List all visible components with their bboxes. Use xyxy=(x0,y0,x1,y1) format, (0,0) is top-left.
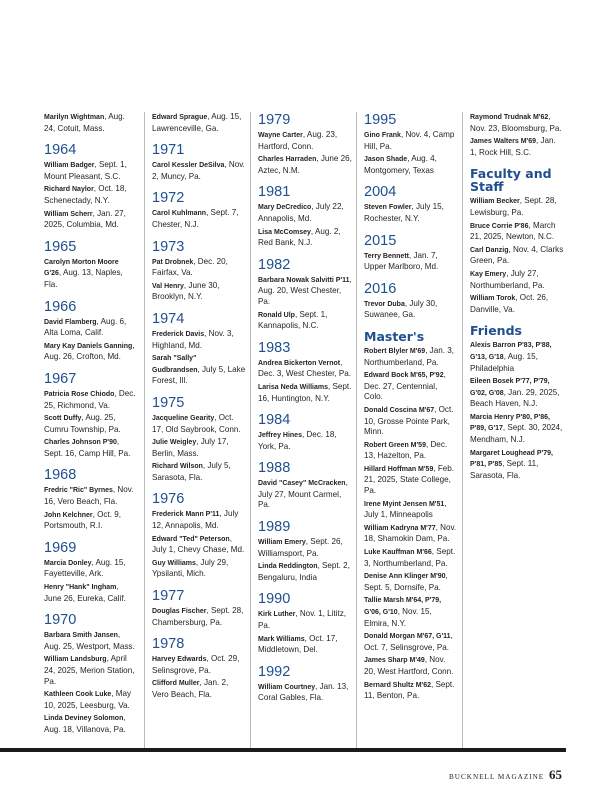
obituary-entry xyxy=(364,655,458,677)
entry-details: , July 22, Annapolis, Md. xyxy=(258,202,344,223)
obituary-entry xyxy=(152,678,246,700)
entry-details: , Aug. 25, Cumru Township, Pa. xyxy=(44,413,121,434)
person-name: Jeffrey Hines xyxy=(258,432,302,440)
obituary-entry xyxy=(470,448,564,482)
entry-details: , July 15, Rochester, N.Y. xyxy=(364,202,444,223)
obituary-entry xyxy=(470,269,564,291)
person-name: William Courtney xyxy=(258,683,316,691)
class-year-heading: 2016 xyxy=(364,280,397,297)
entry-details: , Sept. 1, Mount Pleasant, S.C. xyxy=(44,160,127,181)
entry-details: , March 21, 2025, Newton, N.C. xyxy=(470,220,556,242)
obituary-entry xyxy=(364,299,458,321)
class-year-heading: 1975 xyxy=(152,394,185,411)
class-year-heading: 1971 xyxy=(152,142,185,159)
person-name: Denise Ann Klinger M'90 xyxy=(364,573,446,581)
person-name: Eileen Bosek P'77, P'79, G'02, G'08 xyxy=(470,378,550,397)
person-name: Wayne Carter xyxy=(258,132,303,139)
person-name: David Flamberg xyxy=(44,318,97,326)
class-year-heading: 1978 xyxy=(152,636,185,653)
entry-details: , Feb. 21, 2025, State College, Pa. xyxy=(364,463,455,496)
person-name: Carolyn Morton Moore G'26 xyxy=(44,258,119,278)
obituary-entry xyxy=(44,713,137,735)
obituary-entry xyxy=(152,654,246,676)
person-name: Bernard Shultz M'62 xyxy=(364,681,432,689)
obituary-entry xyxy=(152,281,246,303)
class-year-heading: 1982 xyxy=(258,256,291,273)
person-name: Richard Naylor xyxy=(44,186,94,194)
person-name: Fredric "Ric" Byrnes xyxy=(44,487,113,495)
column-3 xyxy=(250,112,356,748)
entry-details: , Dec. 20, Fairfax, Va. xyxy=(152,256,228,278)
entry-details: , May 10, 2025, Leesburg, Va. xyxy=(44,689,132,710)
person-name: Trevor Duba xyxy=(364,300,405,308)
column-4 xyxy=(356,112,462,748)
person-name: William Badger xyxy=(44,162,95,170)
entry-details: , Sept. 1, Kannapolis, N.C. xyxy=(258,309,328,331)
entry-details: , July 1, Chevy Chase, Md. xyxy=(152,533,245,555)
obituary-entry xyxy=(44,485,137,507)
obituary-entry xyxy=(470,136,564,158)
entry-details: , Aug. 24, Cotuit, Mass. xyxy=(44,112,125,133)
obituary-entry xyxy=(258,227,352,249)
person-name: Barbara Nowak Salvitti P'11 xyxy=(258,276,350,284)
entry-details: , Jan. 27, 2025, Columbia, Md. xyxy=(44,208,126,230)
obituary-entry xyxy=(258,634,352,656)
section-heading: Faculty and Staff xyxy=(470,166,552,195)
obituary-entry xyxy=(364,680,458,702)
obituary-entry xyxy=(258,310,352,332)
entry-details: , Aug. 4, Montgomery, Texas xyxy=(364,154,437,175)
class-year-heading: 1970 xyxy=(44,612,77,629)
entry-details: , Oct. 9, Portsmouth, R.I. xyxy=(44,509,121,531)
obituary-entry xyxy=(470,340,564,374)
person-name: Charles Harraden xyxy=(258,156,317,164)
obituary-entry xyxy=(364,464,458,497)
person-name: Raymond Trudnak M'62 xyxy=(470,114,549,121)
obituary-entry xyxy=(44,689,137,711)
person-name: Kay Emery xyxy=(470,270,507,278)
entry-details: , Aug. 15, Philadelphia xyxy=(470,351,538,373)
entry-details: , Oct. 10, Grosse Pointe Park, Minn. xyxy=(364,404,454,437)
person-name: Linda Deviney Solomon xyxy=(44,715,124,723)
entry-details: , Aug. 25, Westport, Mass. xyxy=(44,630,135,651)
obituary-entry xyxy=(364,595,458,629)
person-name: Margaret Loughead P'79, P'81, P'85 xyxy=(470,449,553,469)
entry-details: , Nov. 16, Vero Beach, Fla. xyxy=(44,485,134,507)
entry-details: , Nov. 20, West Hartford, Conn. xyxy=(364,655,454,676)
obituary-entry xyxy=(258,202,352,224)
obituary-entry xyxy=(364,251,458,273)
entry-details: , Jan. 1, Rock Hill, S.C. xyxy=(470,136,556,157)
entry-details: , Oct. 29, Selinsgrove, Pa. xyxy=(152,654,240,675)
person-name: Edward "Ted" Peterson xyxy=(152,535,230,543)
class-year-heading: 1983 xyxy=(258,339,291,356)
person-name: Carol Kuhlmann xyxy=(152,210,207,218)
person-name: Mark Williams xyxy=(258,635,305,643)
person-name: William Emery xyxy=(258,539,306,547)
person-name: Richard Wilson xyxy=(152,463,203,471)
person-name: Mary Kay Daniels Ganning xyxy=(44,342,133,350)
obituary-entry xyxy=(258,561,352,583)
entry-details: , Nov. 4, Camp Hill, Pa. xyxy=(364,130,455,151)
person-name: Linda Reddington xyxy=(258,563,318,571)
entry-details: , Sept. 3, Northumberland, Pa. xyxy=(364,547,456,568)
class-year-heading: 1972 xyxy=(152,190,185,207)
entry-details: , Oct. 18, Schenectady, N.Y. xyxy=(44,184,127,205)
obituary-entry xyxy=(152,558,246,580)
entry-details: , Nov. 4, Clarks Green, Pa. xyxy=(470,244,564,266)
obituary-entry xyxy=(152,461,246,483)
person-name: Donald Coscina M'67 xyxy=(364,406,435,414)
class-year-heading: 1979 xyxy=(258,112,291,128)
entry-details: , Sept. 28, Chambersburg, Pa. xyxy=(152,606,244,627)
entry-details: , Sept. 5, Dornsife, Pa. xyxy=(364,571,448,592)
entry-details: , Nov. 18, Shamokin Dam, Pa. xyxy=(364,522,457,544)
person-name: Frederick Davis xyxy=(152,330,205,338)
person-name: James Sharp M'49 xyxy=(364,657,425,665)
obituary-entry xyxy=(470,112,564,134)
obituary-entry xyxy=(364,523,458,545)
class-year-heading: 1981 xyxy=(258,184,291,201)
person-name: Hillard Hoffman M'59 xyxy=(364,465,434,473)
entry-details: , July 5, Lake Forest, Ill. xyxy=(152,364,246,386)
obituary-entry xyxy=(44,112,137,134)
entry-details: , June 30, Brooklyn, N.Y. xyxy=(152,280,220,302)
person-name: Julie Weigley xyxy=(152,439,197,447)
obituary-entry xyxy=(258,430,352,452)
page-number: 65 xyxy=(549,767,562,782)
entry-details: , July 27, Northumberland, Pa. xyxy=(470,268,545,290)
person-name: Luke Kauffman M'66 xyxy=(364,549,432,557)
entry-details: , Aug. 2, Red Bank, N.J. xyxy=(258,226,341,248)
obituary-entry xyxy=(258,682,352,704)
obituary-entry xyxy=(364,346,458,368)
person-name: Marcia Henry P'80, P'86, P'89, G'17 xyxy=(470,413,550,433)
entry-details: , Aug. 6, Alta Loma, Calif. xyxy=(44,316,127,338)
obituary-entry xyxy=(258,154,352,176)
entry-details: , Sept. 11, Sarasota, Fla. xyxy=(470,459,539,480)
obituary-entry xyxy=(44,257,137,291)
entry-details: , Sept. 30, 2024, Mendham, N.J. xyxy=(470,423,563,445)
person-name: Gino Frank xyxy=(364,132,401,139)
person-name: Lisa McComsey xyxy=(258,228,311,236)
entry-details: , Oct. 7, Selinsgrove, Pa. xyxy=(364,631,453,652)
person-name: Kirk Luther xyxy=(258,611,296,619)
entry-details: , Dec. 3, West Chester, Pa. xyxy=(258,357,351,379)
obituary-entry xyxy=(364,571,458,593)
entry-details: , Aug. 26, Crofton, Md. xyxy=(44,340,135,362)
person-name: Andrea Bickerton Vernot xyxy=(258,359,341,367)
obituary-entry xyxy=(44,389,137,411)
entry-details: , Aug. 20, West Chester, Pa. xyxy=(258,274,352,306)
entry-details: , Sept. 2, Bengaluru, India xyxy=(258,561,350,582)
entry-details: , Aug. 13, Naples, Fla. xyxy=(44,268,123,289)
obituary-entry xyxy=(152,606,246,628)
class-year-heading: 1974 xyxy=(152,310,185,327)
obituary-entry xyxy=(258,382,352,404)
column-5 xyxy=(462,112,568,748)
entry-details: , Jan. 3, Northumberland, Pa. xyxy=(364,345,454,367)
person-name: William Becker xyxy=(470,198,520,206)
person-name: Patricia Rose Chiodo xyxy=(44,390,115,398)
obituary-entry xyxy=(364,499,458,521)
entry-details: , Sept. 16, Huntington, N.Y. xyxy=(258,381,352,403)
person-name: Guy Williams xyxy=(152,559,196,567)
person-name: Marilyn Wightman xyxy=(44,114,105,121)
person-name: Terry Bennett xyxy=(364,252,409,260)
obituary-entry xyxy=(364,154,458,176)
person-name: David "Casey" McCracken xyxy=(258,480,346,488)
entry-details: , Nov. 3, Highland, Md. xyxy=(152,328,234,350)
class-year-heading: 1988 xyxy=(258,460,291,477)
person-name: John Kelchner xyxy=(44,511,93,519)
obituary-entry xyxy=(258,275,352,308)
obituary-entry xyxy=(44,317,137,339)
obituary-entry xyxy=(258,358,352,380)
person-name: Carol Kessler DeSilva xyxy=(152,162,225,170)
obituary-entry xyxy=(44,413,137,435)
obituary-entry xyxy=(364,370,458,403)
column-2 xyxy=(144,112,250,748)
entry-details: , Sept. 7, Chester, N.J. xyxy=(152,208,239,229)
obituary-entry xyxy=(152,437,246,459)
obituary-entry xyxy=(258,537,352,559)
obituary-entry xyxy=(44,160,137,182)
person-name: Robert Blyler M'69 xyxy=(364,347,426,355)
obituary-entry xyxy=(470,412,564,446)
obituary-entry xyxy=(364,631,458,653)
obituary-entry xyxy=(44,341,137,363)
entry-details: , Oct. 17, Old Saybrook, Conn. xyxy=(152,412,241,434)
obituary-entry xyxy=(44,184,137,206)
column-1 xyxy=(38,112,141,748)
class-year-heading: 2004 xyxy=(364,184,397,201)
obituary-entry xyxy=(44,209,137,231)
entry-details: , Aug. 18, Villanova, Pa. xyxy=(44,713,126,734)
obituary-entry xyxy=(364,130,458,152)
class-year-heading: 1968 xyxy=(44,467,77,484)
obituary-entry xyxy=(152,413,246,435)
class-year-heading: 2015 xyxy=(364,232,397,249)
entry-details: , Sept. 28, Lewisburg, Pa. xyxy=(470,196,557,217)
person-name: James Walters M'69 xyxy=(470,138,536,146)
person-name: Harvey Edwards xyxy=(152,656,207,664)
entry-details: , Jan. 2, Vero Beach, Fla. xyxy=(152,678,229,699)
class-year-heading: 1969 xyxy=(44,539,77,556)
entry-details: , July 17, Berlin, Mass. xyxy=(152,437,229,458)
entry-details: , Aug. 23, Hartford, Conn. xyxy=(258,130,338,151)
entry-details: , June 26, Aztec, N.M. xyxy=(258,154,352,175)
entry-details: , July 29, Ypsilanti, Mich. xyxy=(152,557,229,579)
entry-details: , Sept. 26, Williamsport, Pa. xyxy=(258,537,343,558)
entry-details: , Nov. 1, Lititz, Pa. xyxy=(258,609,347,631)
entry-details: , Dec. 25, Richmond, Va. xyxy=(44,388,136,410)
class-year-heading: 1992 xyxy=(258,663,291,680)
entry-details: , Jan. 29, 2025, Beach Haven, N.J. xyxy=(470,387,560,409)
section-heading: Friends xyxy=(470,323,522,339)
person-name: Irene Myint Jensen M'51 xyxy=(364,500,445,508)
entry-details: , Dec. 13, Hazelton, Pa. xyxy=(364,439,448,461)
person-name: Marcia Donley xyxy=(44,559,92,567)
section-heading: Master's xyxy=(364,328,425,344)
obituary-entry xyxy=(364,547,458,569)
person-name: Tallie Marsh M'64, P'79, G'06, G'10 xyxy=(364,597,442,616)
class-year-heading: 1976 xyxy=(152,491,185,508)
class-year-heading: 1977 xyxy=(152,588,185,605)
obituary-entry xyxy=(44,510,137,532)
obituary-entry xyxy=(258,130,352,152)
person-name: Barbara Smith Jansen xyxy=(44,632,118,640)
entry-details: , Jan. 7, Upper Marlboro, Md. xyxy=(364,250,439,272)
obituary-entry xyxy=(470,196,564,218)
obituary-entry xyxy=(364,202,458,224)
class-year-heading: 1989 xyxy=(258,519,291,536)
class-year-heading: 1995 xyxy=(364,112,397,128)
entry-details: , Nov. 23, Bloomsburg, Pa. xyxy=(470,112,562,133)
obituary-entry xyxy=(470,245,564,267)
obituary-entry xyxy=(44,437,137,459)
person-name: Mary DeCredico xyxy=(258,204,312,212)
entry-details: , Dec. 27, Centennial, Colo. xyxy=(364,370,446,402)
person-name: Val Henry xyxy=(152,282,184,290)
person-name: Scott Duffy xyxy=(44,415,82,423)
class-year-heading: 1964 xyxy=(44,142,77,159)
obituary-entry xyxy=(152,329,246,351)
entry-details: , July 27, Mount Carmel, Pa. xyxy=(258,478,348,510)
entry-details: , Sept. 16, Camp Hill, Pa. xyxy=(44,437,131,458)
obituary-entry xyxy=(258,478,352,511)
person-name: Edward Bock M'65, P'92 xyxy=(364,372,444,380)
obituary-entry xyxy=(152,509,246,531)
entry-details: , Dec. 18, York, Pa. xyxy=(258,430,337,451)
person-name: Steven Fowler xyxy=(364,204,412,212)
obituary-entry xyxy=(364,405,458,438)
obituary-entry xyxy=(44,654,137,687)
obituary-entry xyxy=(152,160,246,182)
entry-details: , Nov. 2, Muncy, Pa. xyxy=(152,160,245,181)
class-year-heading: 1990 xyxy=(258,591,291,608)
obituary-entry xyxy=(152,112,246,134)
entry-details: , July 1, Minneapolis xyxy=(364,498,447,520)
entry-details: , Oct. 17, Middletown, Del. xyxy=(258,633,338,655)
obituary-entry xyxy=(364,440,458,462)
person-name: Jason Shade xyxy=(364,156,408,164)
entry-details: , July 12, Annapolis, Md. xyxy=(152,509,239,531)
obituary-entry xyxy=(152,257,246,279)
entry-details: , July 5, Sarasota, Fla. xyxy=(152,461,231,482)
person-name: William Torok xyxy=(470,295,516,303)
person-name: Clifford Muller xyxy=(152,680,200,688)
person-name: Douglas Fischer xyxy=(152,608,207,616)
obituary-entry xyxy=(470,221,564,243)
entry-details: , April 24, 2025, Merion Station, Pa. xyxy=(44,654,135,686)
person-name: William Scherr xyxy=(44,210,93,218)
obituary-entry xyxy=(44,558,137,580)
person-name: Sarah "Sally" Gudbrandsen xyxy=(152,355,198,374)
entry-details: , Jan. 13, Coral Gables, Fla. xyxy=(258,681,349,703)
class-year-heading: 1966 xyxy=(44,298,77,315)
class-year-heading: 1984 xyxy=(258,412,291,429)
person-name: Donald Morgan M'67, G'11 xyxy=(364,633,451,641)
class-year-heading: 1965 xyxy=(44,238,77,255)
class-year-heading: 1967 xyxy=(44,370,77,387)
entry-details: , Aug. 15, Lawrenceville, Ga. xyxy=(152,112,242,133)
person-name: Pat Drobnek xyxy=(152,258,194,266)
person-name: William Kadryna M'77 xyxy=(364,524,436,532)
entry-details: , Nov. 15, Elmira, N.Y. xyxy=(364,607,432,628)
entry-details: , June 26, Eureka, Calif. xyxy=(44,582,126,603)
entry-details: , Sept. 11, Benton, Pa. xyxy=(364,679,455,701)
entry-details: , July 30, Suwanee, Ga. xyxy=(364,298,438,320)
person-name: Larisa Neda Williams xyxy=(258,383,328,391)
person-name: Carl Danzig xyxy=(470,246,509,254)
class-year-heading: 1973 xyxy=(152,238,185,255)
person-name: Frederick Mann P'11 xyxy=(152,511,220,519)
person-name: Jacqueline Gearity xyxy=(152,414,215,422)
entry-details: , Aug. 15, Fayetteville, Ark. xyxy=(44,557,126,579)
obituary-entry xyxy=(44,630,137,652)
obituary-entry xyxy=(152,208,246,230)
person-name: Ronald Ulp xyxy=(258,311,295,319)
person-name: Kathleen Cook Luke xyxy=(44,691,112,699)
obituary-entry xyxy=(152,353,246,387)
person-name: Edward Sprague xyxy=(152,114,208,121)
obituary-entry xyxy=(44,582,137,604)
person-name: Charles Johnson P'90 xyxy=(44,439,117,447)
obituary-entry xyxy=(470,376,564,410)
obituary-entry xyxy=(152,534,246,556)
footer-rule xyxy=(0,748,566,752)
person-name: Bruce Corrie P'86 xyxy=(470,222,529,230)
person-name: William Landsburg xyxy=(44,656,107,664)
person-name: Robert Green M'59 xyxy=(364,441,426,449)
obituary-entry xyxy=(258,609,352,631)
person-name: Alexis Barron P'83, P'88, G'13, G'18 xyxy=(470,342,552,361)
entry-details: , Oct. 26, Danville, Va. xyxy=(470,293,549,314)
person-name: Henry "Hank" Ingham xyxy=(44,584,117,592)
obituary-entry xyxy=(470,293,564,315)
magazine-name: BUCKNELL MAGAZINE xyxy=(449,773,545,781)
